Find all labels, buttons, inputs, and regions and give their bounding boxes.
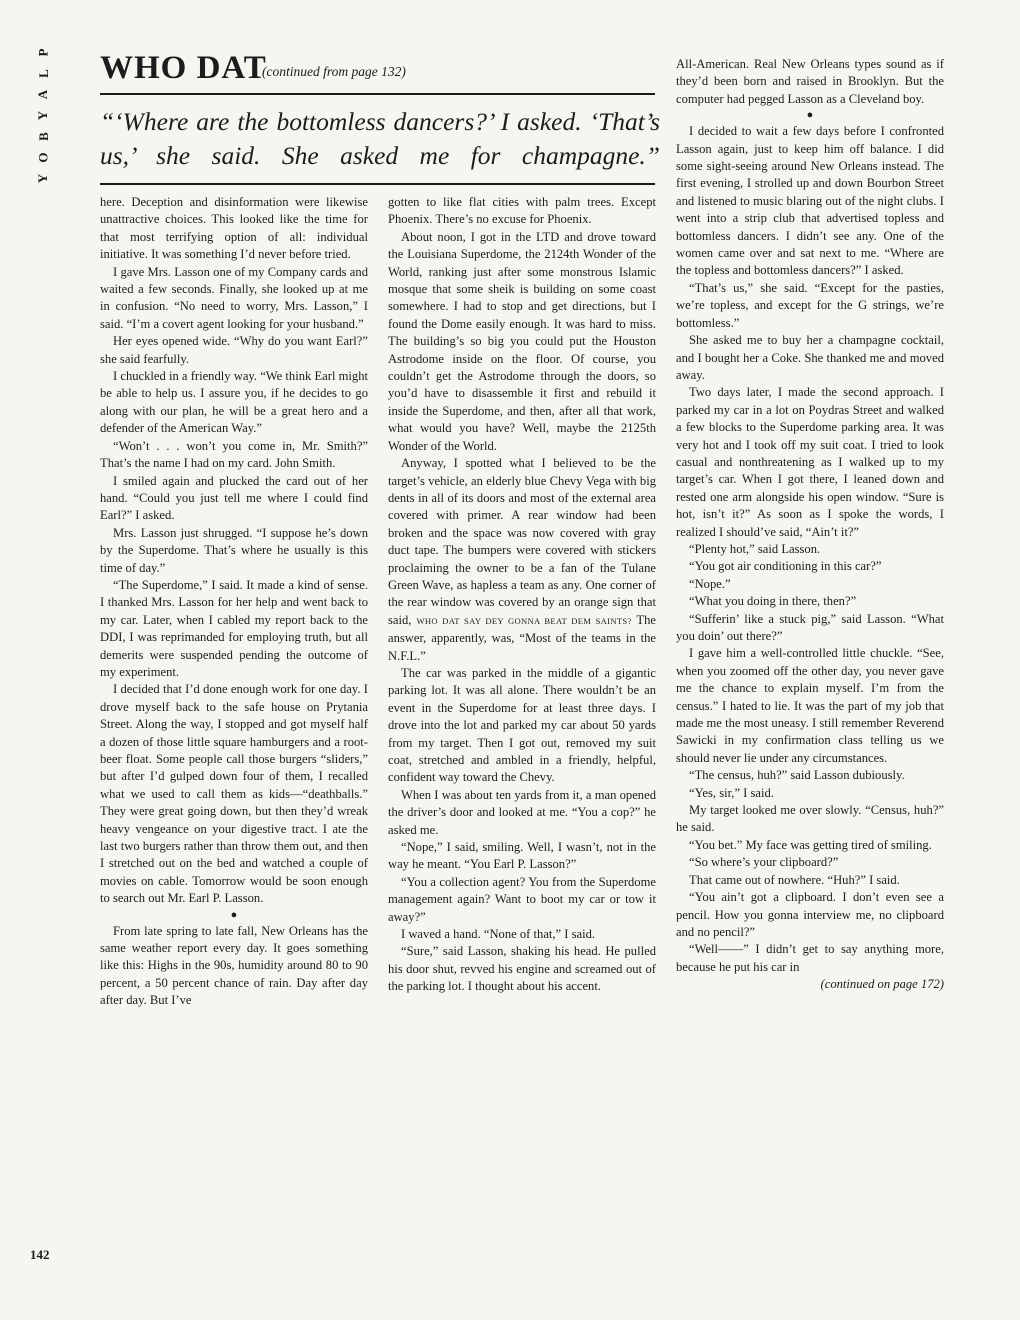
- paragraph: I gave Mrs. Lasson one of my Company cards and waited a few seconds. Finally, she looked up at me in confusion. “No need to worry, Mrs. Lasson,” I said. “I’m a covert agent looking for your husband.”: [100, 264, 368, 331]
- column-1: [100, 194, 368, 1010]
- paragraph: That came out of nowhere. “Huh?” I said.: [689, 872, 900, 887]
- paragraph: I decided that I’d done enough work for one day. I drove myself back to the safe house on Prytania Street. Along the way, I stopped and got myself half a dozen of those little square hamburgers and a root-beer float. Some people call those burgers “sliders,” but after I’d gulped down four of them, I recalled what we used to call them as kids—“deathballs.” They were great going down, but then they’d wreak heavy vengeance on your digestive tract. I ate the last two burgers rather than throw them out, and then I stretched out on the bed and watched a couple of movies on cable. Tomorrow would be soon enough to search out Mr. Earl P. Lasson.: [100, 682, 368, 906]
- magazine-letter: A: [35, 89, 51, 100]
- paragraph: The car was parked in the middle of a gigantic parking lot. It was all alone. There wouldn’t be an event in the Superdome for at least three days. I drove into the lot and parked my car about 50 yards from my target. Then I got out, removed my suit coat, stretched and ambled in a friendly, helpful, confident way toward the Chevy.: [388, 665, 656, 785]
- paragraph: “Well——” I didn’t get to say anything more, because he put his car in: [676, 942, 944, 974]
- paragraph: gotten to like flat cities with palm trees. Except Phoenix. There’s no excuse for Phoenix.: [388, 195, 656, 227]
- paragraph: I waved a hand. “None of that,” I said.: [401, 927, 596, 942]
- magazine-name-vertical: [30, 42, 56, 189]
- paragraph: I smiled again and plucked the card out of her hand. “Could you just tell me where I could find Earl?” I asked.: [100, 473, 368, 523]
- magazine-letter: Y: [35, 173, 51, 184]
- paragraph: She asked me to buy her a champagne cocktail, and I bought her a Coke. She thanked me and moved away.: [676, 333, 944, 382]
- paragraph: “Nope,” I said, smiling. Well, I wasn’t, not in the way he meant. “You Earl P. Lasson?”: [388, 840, 656, 872]
- paragraph: “Plenty hot,” said Lasson.: [689, 541, 821, 556]
- paragraph: “Sure,” said Lasson, shaking his head. He pulled his door shut, revved his engine and screamed out of the parking lot. I thought about his accent.: [388, 944, 656, 994]
- paragraph: “That’s us,” she said. “Except for the pasties, we’re topless, and except for the G strings, we’re bottomless.”: [676, 280, 944, 330]
- paragraph: I gave him a well-controlled little chuckle. “See, when you zoomed off the other day, you never gave me the chance to explain myself. I’m from the census.” I hated to lie. It was the part of my job that made me the most uneasy. I still remember Reverend Sawicki in my confirmation class telling us we should never lie under any circumstances.: [676, 646, 944, 765]
- paragraph: From late spring to late fall, New Orleans has the same weather report every day. It goes something like this: Highs in the 90s, humidity around 80 to 90 percent, a 50 percent chance of rain. Day after day after day. But I’ve: [100, 923, 368, 1008]
- paragraph: “Won’t . . . won’t you come in, Mr. Smith?” That’s the name I had on my card. John Smith.: [100, 438, 368, 471]
- magazine-letter: O: [35, 152, 51, 163]
- magazine-letter: Y: [35, 110, 51, 121]
- paragraph-text: Anyway, I spotted what I believed to be the target’s vehicle, an elderly blue Chevy Vega with big dents in all of its doors and most of the external area covered with primer. A rear window had been broken and the space was now covered with gray duct tape. The bumpers were covered with stickers proclaiming the owner to be a fan of the Tulane Green Wave, as hapless a team as any. One corner of the rear window was covered by an orange sign that said,: [388, 456, 656, 627]
- paragraph: “You ain’t got a clipboard. I don’t even see a pencil. How you gonna interview me, no clipboard and no pencil?”: [676, 890, 944, 939]
- paragraph: “So where’s your clipboard?”: [689, 855, 839, 870]
- paragraph: [388, 455, 656, 665]
- paragraph: “You a collection agent? You from the Superdome management again? Want to boot my car or tow it away?”: [388, 874, 656, 924]
- paragraph-text: The answer, apparently, was, “Most of the teams in the N.F.L.”: [388, 612, 656, 663]
- paragraph: “The Superdome,” I said. It made a kind of sense. I thanked Mrs. Lasson for her help and went back to my car. Later, when I cabled my report back to the DDI, I was reprimanded for employing truth, but all demerits were suspended pending the outcome of my experiment.: [100, 577, 368, 679]
- paragraph: Two days later, I made the second approach. I parked my car in a lot on Poydras Street and walked a few blocks to the Superdome parking area. It was very hot and I took off my suit coat. I tried to look casual and nonthreatening as I walked up to my target’s car. When I got there, I leaned down and rested one arm alongside his open window. “Sure is hot, isn’t it?” As soon as I spoke the words, I realized I should’ve said, “Ain’t it?”: [676, 385, 944, 539]
- paragraph: When I was about ten yards from it, a man opened the driver’s door and looked at me. “You a cop?” he asked me.: [388, 787, 656, 837]
- continued-on-note: [676, 976, 944, 993]
- paragraph: “The census, huh?” said Lasson dubiously.: [689, 768, 905, 783]
- continued-on-text: (continued on page 172): [820, 977, 944, 992]
- column-3: [676, 56, 944, 994]
- paragraph: All-American. Real New Orleans types sound as if they’d been born and raised in Brooklyn. But the computer had pegged Lasson as a Cleveland boy.: [676, 57, 944, 106]
- section-separator: ●: [806, 109, 814, 122]
- magazine-letter: P: [35, 48, 51, 57]
- paragraph: “You got air conditioning in this car?”: [689, 559, 882, 574]
- paragraph: “Sufferin’ like a stuck pig,” said Lasson. “What you doin’ out there?”: [676, 611, 944, 643]
- paragraph: “Nope.”: [689, 576, 731, 591]
- magazine-letter: L: [35, 69, 51, 78]
- paragraph: I chuckled in a friendly way. “We think Earl might be able to help us. I assure you, if he decides to go along with our plan, he will be a great hero and a defender of the American Way.”: [100, 369, 368, 436]
- pull-quote-rule: [100, 183, 655, 185]
- article-title: WHO DAT: [100, 50, 267, 86]
- header-rule: [100, 93, 655, 95]
- paragraph: “You bet.” My face was getting tired of smiling.: [689, 837, 932, 852]
- magazine-letter: B: [35, 132, 51, 141]
- paragraph: About noon, I got in the LTD and drove toward the Louisiana Superdome, the 2124th Wonder of the World, ranking just after some monstrous Islamic mosque that some sheik is building on some coast somewhere. I had to stop and get directions, but I found the Dome easily enough. It was hard to miss. The building’s so big you could put the Houston Astrodome inside on the floor. Of course, you couldn’t get the Astrodome through the doors, so you’d have to disassemble it first and rebuild it inside the Superdome, and then, after all that work, what would you have? Well, maybe the 2125th Wonder of the World.: [388, 229, 656, 453]
- column-2: [388, 194, 656, 996]
- continued-from-note: (continued from page 132): [262, 64, 406, 79]
- paragraph: Mrs. Lasson just shrugged. “I suppose he’s down by the Superdome. That’s where he usually is this time of day.”: [100, 525, 368, 575]
- paragraph: here. Deception and disinformation were likewise unattractive choices. This looked like the time for that most terrifying option of all: individual initiative. It was something I’d never before tried.: [100, 195, 368, 262]
- section-separator: ●: [230, 908, 238, 921]
- paragraph: I decided to wait a few days before I confronted Lasson again, just to keep him off balance. I did some sight-seeing around New Orleans instead. The first evening, I strolled up and down Bourbon Street and listened to music blaring out of the night clubs. I went into a strip club that advertised topless and bottomless dancers. I didn’t see any. One of the women came over and sat next to me. “Where are the topless and bottomless dancers?” I asked.: [676, 124, 944, 278]
- paragraph: Her eyes opened wide. “Why do you want Earl?” she said fearfully.: [100, 334, 368, 366]
- page-number: 142: [30, 1247, 50, 1262]
- sign-text: WHO DAT SAY DEY GONNA BEAT DEM SAINTS?: [416, 615, 632, 626]
- pull-quote: “‘Where are the bottomless dancers?’ I asked. ‘That’s us,’ she said. She asked me for champagne.”: [100, 107, 660, 170]
- paragraph: “Yes, sir,” I said.: [689, 785, 774, 800]
- paragraph: “What you doing in there, then?”: [689, 594, 857, 609]
- paragraph: My target looked me over slowly. “Census, huh?” he said.: [676, 803, 944, 835]
